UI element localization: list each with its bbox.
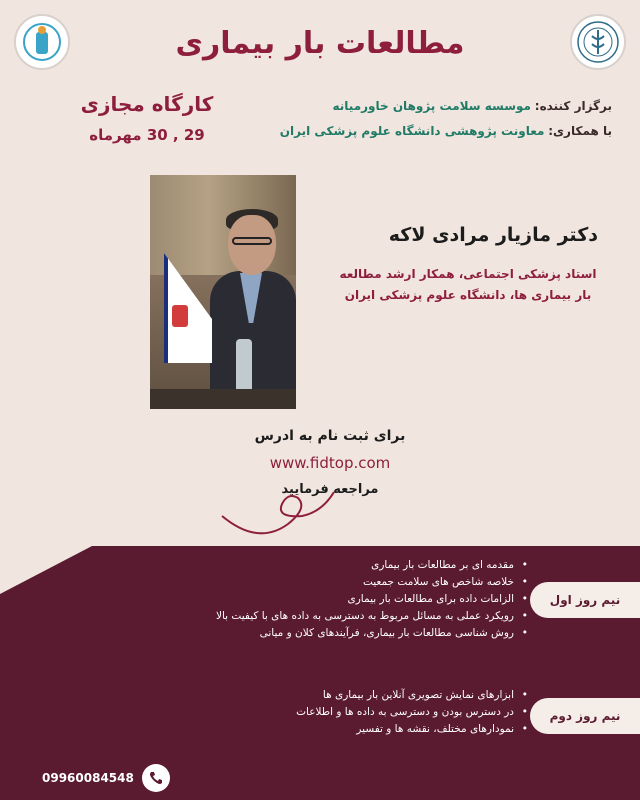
list-item: • الزامات داده برای مطالعات بار بیماری bbox=[88, 591, 528, 608]
list-item: • ابزارهای نمایش تصویری آنلاین بار بیماری ها bbox=[88, 687, 528, 704]
speaker-info bbox=[338, 224, 598, 306]
collab-line bbox=[232, 119, 612, 144]
speaker-name: دکتر مازیار مرادی لاکه bbox=[388, 224, 598, 246]
list-item: • روش شناسی مطالعات بار بیماری، فرآیندهای کلان و میانی bbox=[88, 625, 528, 642]
list-item: • در دسترس بودن و دسترسی به داده ها و اطلاعات bbox=[88, 704, 528, 721]
collab-value: معاونت پژوهشی دانشگاه علوم پزشکی ایران bbox=[279, 124, 545, 138]
registration-outro: مراجعه فرمایید bbox=[281, 482, 379, 497]
day1-topics bbox=[88, 557, 528, 642]
day2-topics bbox=[88, 687, 528, 738]
workshop-dates: 29 , 30 مهرماه bbox=[89, 126, 205, 144]
list-item: • خلاصه شاخص های سلامت جمعیت bbox=[88, 574, 528, 591]
speaker-photo bbox=[150, 175, 296, 409]
list-item: • مقدمه ای بر مطالعات بار بیماری bbox=[88, 557, 528, 574]
page-title: مطالعات بار بیماری bbox=[175, 26, 465, 61]
host-line bbox=[232, 94, 612, 119]
swirl-decoration-icon bbox=[218, 486, 338, 556]
registration-intro: برای ثبت نام به ادرس bbox=[254, 428, 406, 444]
day2-label: نیم روز دوم bbox=[530, 698, 640, 734]
list-item: • رویکرد عملی به مسائل مربوط به دسترسی به داده های با کیفیت بالا bbox=[88, 608, 528, 625]
day1-label: نیم روز اول bbox=[530, 582, 640, 618]
list-item: • نمودارهای مختلف، نقشه ها و تفسیر bbox=[88, 721, 528, 738]
phone-icon[interactable] bbox=[142, 764, 170, 792]
organizer-info bbox=[232, 94, 612, 144]
workshop-type: کارگاه مجازی bbox=[80, 92, 214, 116]
host-value: موسسه سلامت پژوهان خاورمیانه bbox=[332, 99, 531, 113]
registration-link[interactable]: www.fidtop.com bbox=[269, 454, 391, 472]
contact-phone[interactable] bbox=[42, 764, 170, 792]
host-label: برگزار کننده: bbox=[534, 99, 612, 113]
workshop-info bbox=[72, 92, 222, 144]
speaker-bio: استاد پزشکی اجتماعی، همکار ارشد مطالعه بار بیماری ها، دانشگاه علوم پزشکی ایران bbox=[339, 267, 597, 302]
collab-label: با همکاری: bbox=[548, 124, 612, 138]
phone-number[interactable]: 09960084548 bbox=[42, 771, 134, 785]
